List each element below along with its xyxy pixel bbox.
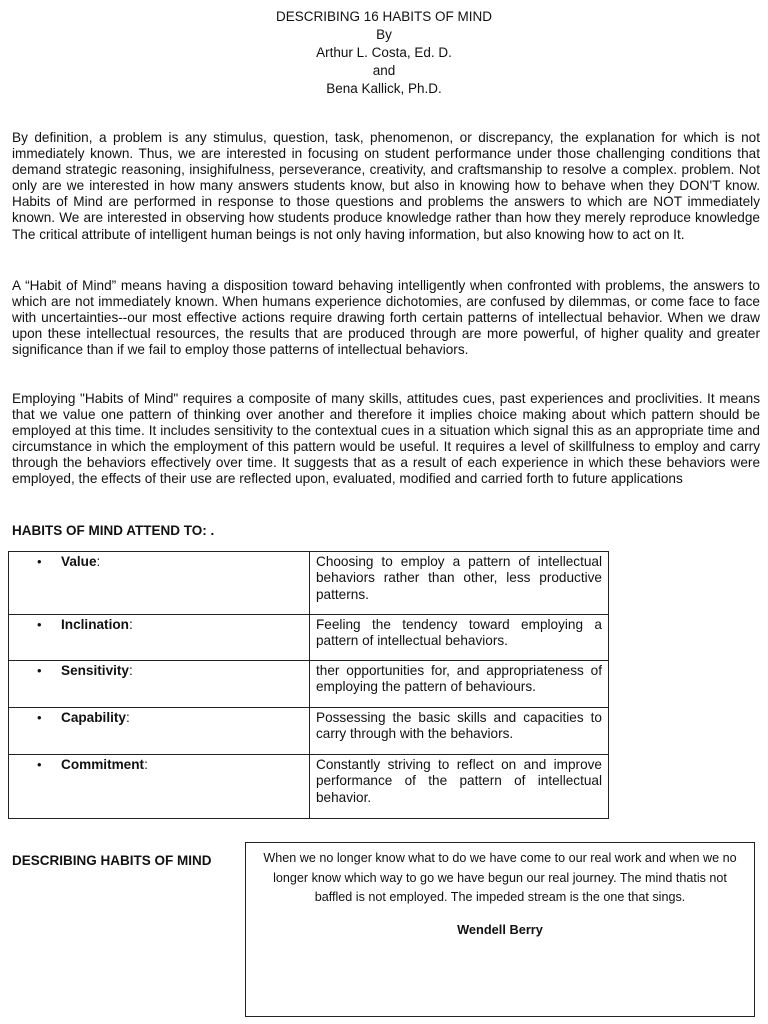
habit-colon: : [129,663,133,678]
document-header [0,8,768,98]
habit-term: Sensitivity [61,663,129,678]
habits-section-title: HABITS OF MIND ATTEND TO: . [12,523,215,538]
describing-habits-title: DESCRIBING HABITS OF MIND [12,853,212,868]
document-title: DESCRIBING 16 HABITS OF MIND [275,9,493,24]
bullet: • [37,554,42,569]
author-kallick: Bena Kallick, Ph.D. [326,81,442,96]
habit-description: Constantly striving to reflect on and improve performance of the pattern of intellectual behavior. [316,757,602,805]
quote-box [245,842,755,1017]
quote-author: Wendell Berry [457,921,543,937]
habit-colon: : [96,554,101,569]
bullet: • [37,663,42,678]
habit-term: Capability [61,710,126,725]
paragraph-employing: Employing "Habits of Mind" requires a composite of many skills, attitudes cues, past experiences and proclivities. It means that we value one pattern of thinking over another and therefore it implies choice making about which pattern should be employed at this time. It includes sensitivity to the contextual cues in a situation which signal this as an appropriate time and circumstance in which the employment of this pattern would be useful. It requires a level of skillfulness to employ and carry through the behaviors effectively over time. It suggests that as a result of each experience in which these behaviors were employed, the effects of their use are reflected upon, evaluated, modified and carried forth to future applications [12,391,760,487]
habit-description: Feeling the tendency toward employing a pattern of intellectual behaviors. [316,617,602,649]
habit-term: Inclination [61,617,129,632]
habits-table [8,551,609,819]
habit-colon: : [128,617,133,632]
habit-term: Commitment [61,757,145,772]
habit-description: Possessing the basic skills and capacities to carry through with the behaviors. [316,710,602,742]
table-row [9,552,609,615]
habit-colon: : [144,757,148,772]
habit-description: ther opportunities for, and appropriateness of employing the pattern of behaviours. [316,663,602,695]
habit-term: Value [61,554,97,569]
habit-description: Choosing to employ a pattern of intellectual behaviors rather than other, less productive patterns. [316,554,602,602]
habit-colon: : [125,710,130,725]
table-row [9,615,609,661]
paragraph-definition: By definition, a problem is any stimulus, question, task, phenomenon, or discrepancy, the explanation for which is not immediately known. Thus, we are interested in focusing on student performance under those challenging conditions that demand strategic reasoning, insighifulness, perseverance, creativity, and craftsmanship to resolve a complex. problem. Not only are we interested in how many answers students know, but also in knowing how to behave when they DON'T know. Habits of Mind are performed in response to those questions and problems the answers to which are NOT immediately known. We are interested in observing how students produce knowledge rather than how they merely reproduce knowledge The critical attribute of intelligent human beings is not only having information, but also knowing how to act on It. [12,130,760,242]
bullet: • [37,757,42,772]
author-costa: Arthur L. Costa, Ed. D. [316,45,452,60]
bullet: • [37,617,42,632]
byline-and: and [372,63,396,78]
table-row [9,755,609,819]
paragraph-habit-of-mind: A “Habit of Mind” means having a disposition toward behaving intelligently when confronted with problems, the answers to which are not immediately known. When humans experience dichotomies, are confused by dilemmas, or come face to face with uncertainties--our most effective actions require drawing forth certain patterns of intellectual behavior. When we draw upon these intellectual resources, the results that are produced through are more powerful, of higher quality and greater significance than if we fail to employ those patterns of intellectual behaviors. [12,278,760,358]
bullet: • [37,710,42,725]
table-row [9,708,609,755]
byline-by: By [376,27,392,42]
quote-text: When we no longer know what to do we have come to our real work and when we no longer know which way to go we have begun our real journey. The mind thatis not baffled is not employed. The impeded stream is the one that sings. [263,851,737,904]
table-row [9,661,609,708]
